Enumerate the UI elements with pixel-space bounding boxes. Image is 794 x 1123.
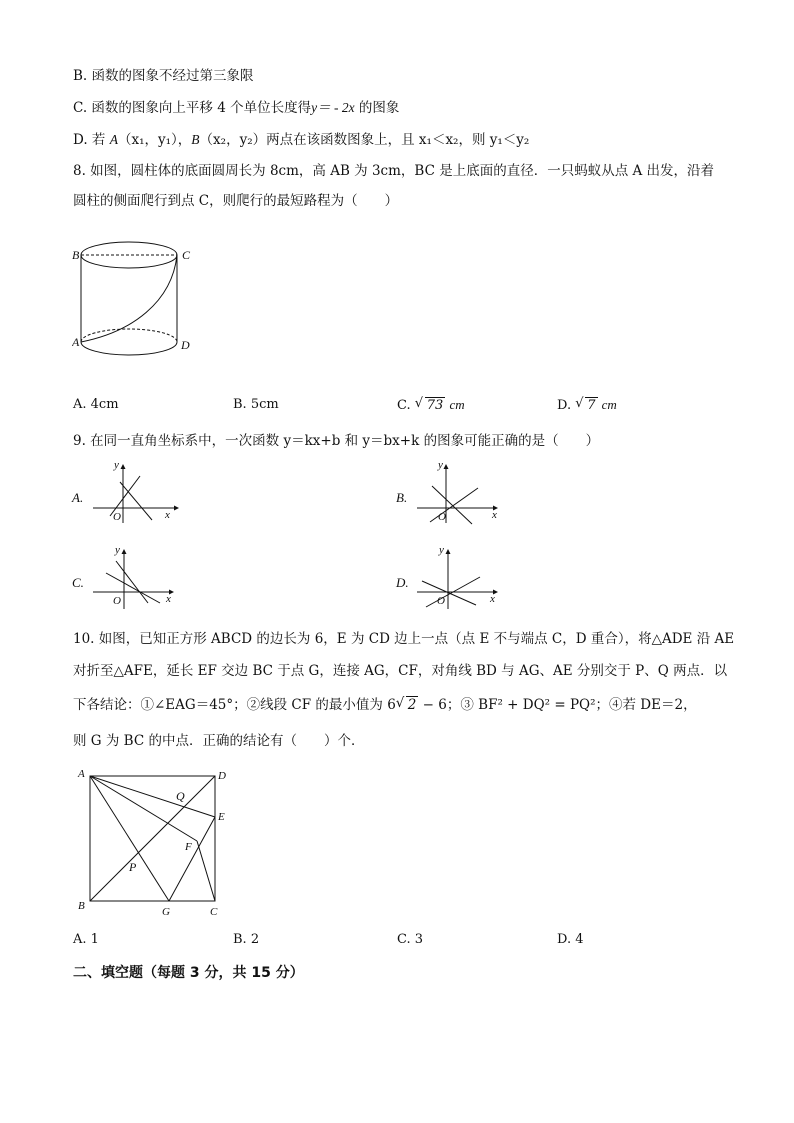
label-c: C bbox=[182, 248, 191, 262]
x-axis-arrow bbox=[174, 506, 179, 511]
q9-graph-b bbox=[414, 458, 509, 528]
q7-point-b: B bbox=[191, 132, 200, 147]
q8-option-a: A. 4cm bbox=[73, 397, 119, 412]
x-label: x bbox=[165, 509, 170, 521]
cylinder-bottom-front bbox=[81, 342, 177, 355]
q7-option-d-pre: D. 若 bbox=[73, 132, 110, 148]
q10-option-d: D. 4 bbox=[557, 932, 584, 947]
label-f: F bbox=[185, 841, 192, 853]
q9-graph-c bbox=[90, 543, 185, 613]
cylinder-bottom-back bbox=[81, 329, 177, 342]
label-e: E bbox=[218, 811, 225, 823]
q9-option-b-label: B. bbox=[396, 490, 408, 505]
q10-stem-line2: 对折至△AFE，延长 EF 交边 BC 于点 G，连接 AG，CF，对角线 BD 与 AG、AE 分别交于 P、Q 两点．以 bbox=[73, 663, 728, 679]
origin-label: O bbox=[113, 595, 121, 607]
q10-option-c: C. 3 bbox=[397, 932, 424, 947]
x-label: x bbox=[166, 593, 171, 605]
q10-stem-line4: 则 G 为 BC 的中点．正确的结论有（ ）个． bbox=[73, 733, 365, 749]
section-2-heading: 二、填空题（每题 3 分，共 15 分） bbox=[73, 965, 304, 981]
q9-stem: 9. 在同一直角坐标系中，一次函数 y＝kx+b 和 y＝bx+k 的图象可能正确的是（ ） bbox=[73, 433, 600, 449]
q8-option-c-prefix: C. bbox=[397, 398, 415, 413]
q9-option-a-label: A. bbox=[72, 490, 84, 505]
q7-option-b: B. 函数的图象不经过第三象限 bbox=[73, 68, 254, 84]
y-label: y bbox=[439, 544, 444, 556]
q7-point-b-coord: （x₂，y₂） bbox=[199, 132, 267, 148]
x-label: x bbox=[492, 509, 497, 521]
line-decreasing bbox=[422, 581, 476, 605]
sqrt-73: √ 73 bbox=[414, 396, 444, 413]
segment-af bbox=[90, 776, 197, 841]
q8-stem-line2: 圆柱的侧面爬行到点 C，则爬行的最短路程为（ ） bbox=[73, 193, 399, 209]
label-d: D bbox=[181, 338, 190, 352]
y-label: y bbox=[115, 544, 120, 556]
q10-option-b: B. 2 bbox=[233, 932, 260, 947]
label-b: B bbox=[72, 248, 80, 262]
q7-option-d bbox=[73, 131, 529, 149]
y-axis-arrow bbox=[122, 549, 127, 554]
origin-label: O bbox=[437, 595, 445, 607]
y-axis-arrow bbox=[121, 464, 126, 469]
label-q: Q bbox=[176, 789, 185, 803]
label-b: B bbox=[78, 900, 85, 912]
q8-option-d-unit: cm bbox=[601, 397, 617, 412]
q9-option-d-label: D. bbox=[396, 575, 409, 590]
segment-ag bbox=[90, 776, 169, 901]
segment-cf bbox=[197, 841, 215, 901]
sqrt-7: √ 7 bbox=[575, 396, 596, 413]
y-axis-arrow bbox=[446, 549, 451, 554]
q10-option-a: A. 1 bbox=[73, 932, 99, 947]
diagonal-bd bbox=[90, 776, 215, 901]
q7-option-c bbox=[73, 99, 399, 117]
segment-eg bbox=[169, 817, 215, 901]
q8-option-b: B. 5cm bbox=[233, 397, 279, 412]
q7-option-c-eq: y＝ - 2x bbox=[311, 100, 355, 115]
label-g: G bbox=[162, 906, 170, 918]
origin-label: O bbox=[438, 511, 446, 523]
x-label: x bbox=[490, 593, 495, 605]
q8-option-c bbox=[397, 396, 465, 415]
sqrt-2-radicand: 2 bbox=[407, 697, 417, 713]
y-axis-arrow bbox=[444, 464, 449, 469]
q10-stem-line3-pre: 下各结论：①∠EAG＝45°；②线段 CF 的最小值为 6 bbox=[73, 697, 396, 713]
sqrt-2: √ 2 bbox=[395, 695, 417, 713]
q7-option-c-pre: C. 函数的图象向上平移 4 个单位长度得 bbox=[73, 100, 312, 116]
q7-option-c-post: 的图象 bbox=[354, 100, 400, 116]
q9-option-c-label: C. bbox=[72, 575, 84, 590]
y-label: y bbox=[114, 459, 119, 471]
q9-graph-d bbox=[414, 543, 509, 613]
sqrt-73-radicand: 73 bbox=[426, 398, 444, 413]
q7-point-a: A bbox=[109, 132, 118, 147]
sqrt-7-radicand: 7 bbox=[587, 398, 596, 413]
label-a: A bbox=[78, 768, 85, 780]
line-increasing bbox=[110, 476, 140, 516]
origin-label: O bbox=[113, 511, 121, 523]
q10-stem-line3 bbox=[73, 696, 697, 714]
square-figure bbox=[72, 765, 242, 925]
q8-stem-line1: 8. 如图，圆柱体的底面圆周长为 8cm，高 AB 为 3cm，BC 是上底面的直径．一只蚂蚁从点 A 出发，沿着 bbox=[73, 163, 715, 179]
q7-point-a-coord: （x₁，y₁）， bbox=[117, 132, 192, 148]
q9-graph-a bbox=[90, 458, 185, 528]
q10-stem-line1: 10. 如图，已知正方形 ABCD 的边长为 6，E 为 CD 边上一点（点 E 不与端点 C，D 重合），将△ADE 沿 AE bbox=[73, 631, 735, 647]
q8-option-d bbox=[557, 396, 617, 415]
cylinder-figure bbox=[72, 232, 202, 362]
label-d: D bbox=[218, 770, 226, 782]
segment-ae bbox=[90, 776, 215, 817]
label-p: P bbox=[129, 860, 137, 874]
label-a: A bbox=[72, 335, 80, 349]
q7-option-d-mid: 两点在该函数图象上，且 x₁＜x₂，则 y₁＜y₂ bbox=[266, 132, 530, 148]
q10-stem-line3-post: − 6；③ BF² + DQ² = PQ²；④若 DE＝2， bbox=[418, 697, 697, 713]
q8-option-c-unit: cm bbox=[449, 397, 465, 412]
q8-option-d-prefix: D. bbox=[557, 398, 576, 413]
label-c: C bbox=[210, 906, 218, 918]
line-decreasing bbox=[120, 482, 152, 520]
y-label: y bbox=[438, 459, 443, 471]
